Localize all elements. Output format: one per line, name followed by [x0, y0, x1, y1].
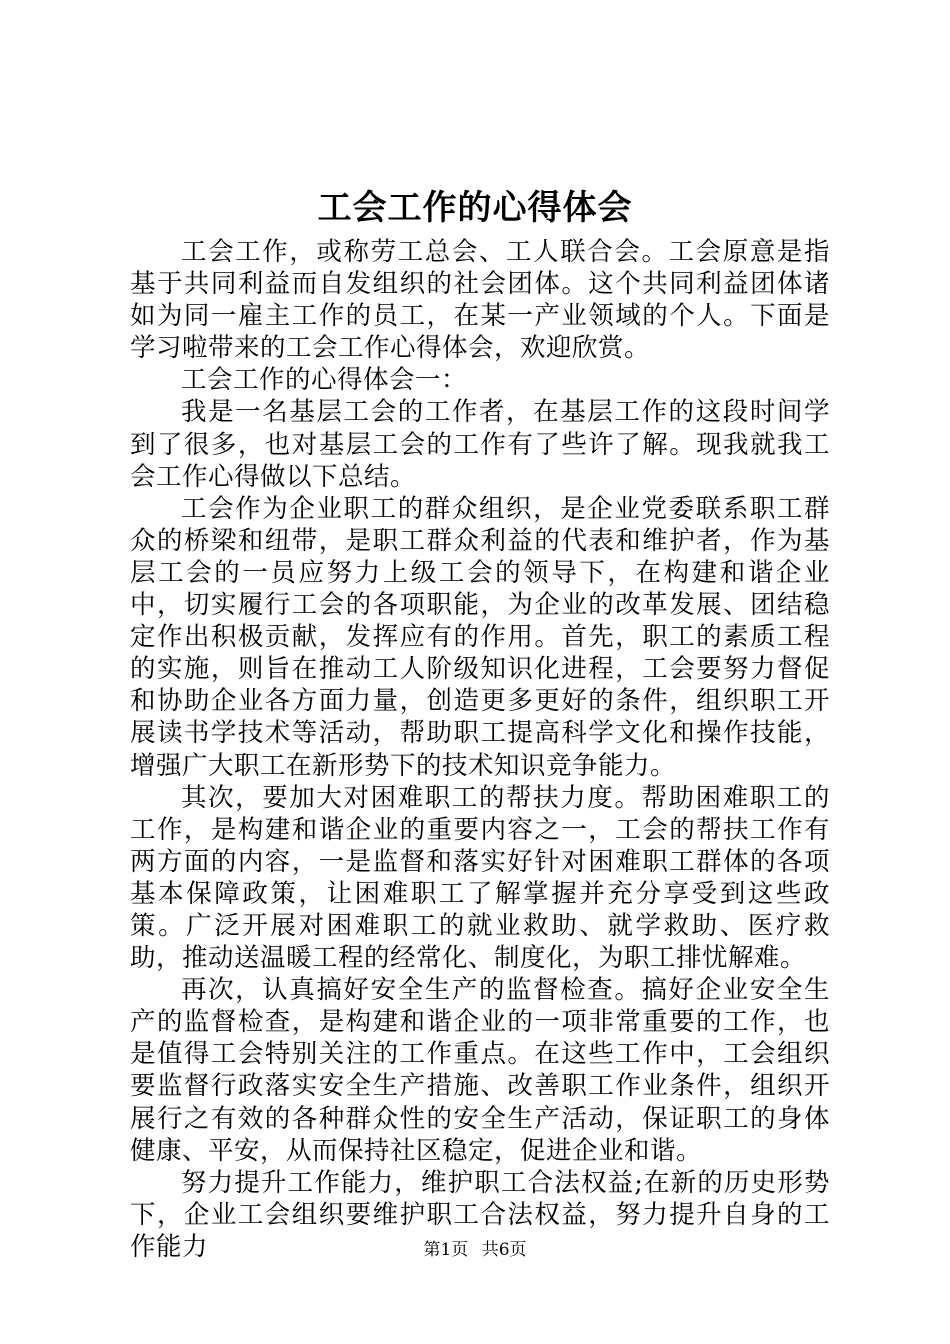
page-number: 第1页 [423, 1240, 469, 1260]
paragraph-assistance: 其次，要加大对困难职工的帮扶力度。帮助困难职工的工作，是构建和谐企业的重要内容之一，工会的帮扶工作有两方面的内容，一是监督和落实好针对困难职工群体的各项基本保障政策，让困难职工了解掌握并充分享受到这些政策。广泛开展对困难职工的就业救助、就学救助、医疗救助，推动送温暖工程的经常化、制度化，为职工排忧解难。 [130, 782, 830, 974]
paragraph-rights: 努力提升工作能力，维护职工合法权益;在新的历史形势下，企业工会组织要维护职工合法权益，努力提升自身的工作能力 [130, 1167, 830, 1262]
document-body [130, 236, 830, 1263]
paragraph-safety: 再次，认真搞好安全生产的监督检查。搞好企业安全生产的监督检查，是构建和谐企业的一项非常重要的工作，也是值得工会特别关注的工作重点。在这些工作中，工会组织要监督行政落实安全生产措施、改善职工作业条件，组织开展行之有效的各种群众性的安全生产活动，保证职工的身体健康、平安，从而保持社区稳定，促进企业和谐。 [130, 975, 830, 1166]
paragraph-section-heading: 工会工作的心得体会一： [181, 365, 468, 396]
document-title: 工会工作的心得体会 [317, 188, 633, 228]
paragraph-intro: 工会工作，或称劳工总会、工人联合会。工会原意是指基于共同利益而自发组织的社会团体。这个共同利益团体诸如为同一雇主工作的员工，在某一产业领域的个人。下面是学习啦带来的工会工作心得体会，欢迎欣赏。 [130, 237, 830, 364]
page-footer [0, 1238, 950, 1262]
paragraph-self-intro: 我是一名基层工会的工作者，在基层工作的这段时间学到了很多，也对基层工会的工作有了些许了解。现我就我工会工作心得做以下总结。 [130, 397, 830, 492]
paragraph-union-role: 工会作为企业职工的群众组织，是企业党委联系职工群众的桥梁和纽带，是职工群众利益的代表和维护者，作为基层工会的一员应努力上级工会的领导下，在构建和谐企业中，切实履行工会的各项职能，为企业的改革发展、团结稳定作出积极贡献，发挥应有的作用。首先，职工的素质工程的实施，则旨在推动工人阶级知识化进程，工会要努力督促和协助企业各方面力量，创造更多更好的条件，组织职工开展读书学技术等活动，帮助职工提高科学文化和操作技能，增强广大职工在新形势下的技术知识竞争能力。 [130, 493, 830, 781]
page-total: 共6页 [481, 1240, 527, 1260]
